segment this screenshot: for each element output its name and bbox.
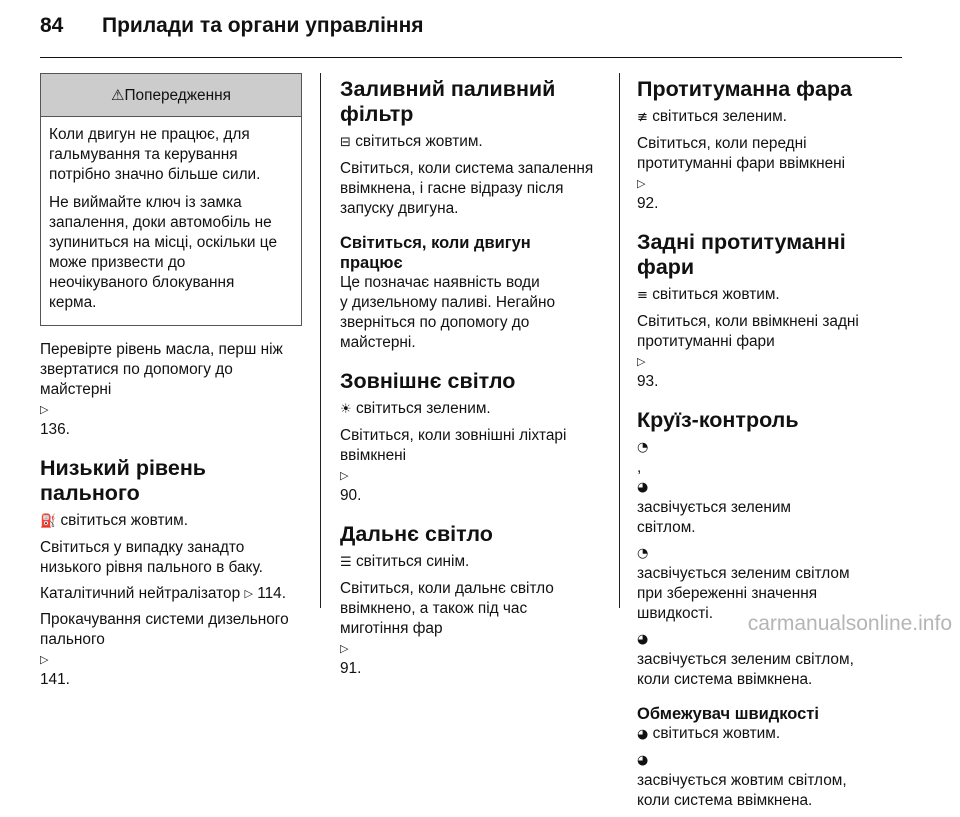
warning-title: Попередження (124, 87, 231, 104)
column-middle (340, 73, 602, 685)
rear-fog-heading: Задні протитуманні фари (637, 230, 846, 279)
warning-box-header (41, 74, 301, 117)
front-fog-paragraph: Світиться, коли передні протитуманні фари ввімкнені ▷ 92. (637, 134, 905, 214)
diesel-bleeding-ref: Прокачування системи дизельного пального ▷ 141. (40, 610, 302, 690)
speed-limiter-paragraph: ◕ засвічується жовтим світлом, коли система ввімкнена. (637, 751, 905, 811)
high-beam-indicator: ☰ світиться синім. (340, 553, 470, 570)
fuel-filter-indicator: ⊟ світиться жовтим. (340, 133, 483, 150)
fuel-filter-icon: ⊟ (340, 135, 351, 150)
cruise-control-icon: ◔ (637, 546, 649, 561)
column-divider (619, 73, 620, 608)
column-left (40, 73, 302, 696)
page-number: 84 (40, 14, 64, 37)
reference-arrow-icon: ▷ (40, 653, 49, 666)
reference-arrow-icon: ▷ (340, 469, 349, 482)
cruise-control-heading: Круїз-контроль (637, 408, 799, 432)
reference-arrow-icon: ▷ (340, 642, 349, 655)
high-beam-heading: Дальнє світло (340, 522, 493, 546)
watermark: carmanualsonline.info (747, 612, 952, 635)
cruise-control-icon: ◕ (637, 480, 649, 495)
low-fuel-heading: Низький рівень пального (40, 456, 207, 505)
catalytic-converter-ref: Каталітичний нейтралізатор ▷ 114. (40, 585, 286, 602)
high-beam-icon: ☰ (340, 555, 352, 570)
reference-arrow-icon: ▷ (40, 403, 49, 416)
cruise-active-paragraph: ◕ засвічується зеленим світлом, коли система ввімкнена. (637, 630, 905, 690)
cruise-control-icon: ◕ (637, 632, 649, 647)
speed-limiter-icon: ◕ (637, 753, 649, 768)
front-fog-icon: ≢ (637, 110, 648, 125)
fuel-filter-paragraph: Світиться, коли система запалення ввімкнена, і гасне відразу після запуску двигуна. (340, 160, 594, 217)
front-fog-heading: Протитуманна фара (637, 77, 853, 101)
header-rule (40, 57, 902, 58)
speed-limiter-heading: Обмежувач швидкості (637, 705, 819, 723)
rear-fog-indicator: ≡ світиться жовтим. (637, 286, 780, 303)
front-fog-indicator: ≢ світиться зеленим. (637, 108, 787, 125)
page-title: Прилади та органи управління (102, 14, 424, 37)
reference-arrow-icon: ▷ (637, 177, 646, 190)
cruise-stored-paragraph: ◔ засвічується зеленим світлом при збереженні значення швидкості. (637, 544, 905, 624)
oil-paragraph: Перевірте рівень масла, перш ніж звертатися по допомогу до майстерні ▷ 136. (40, 340, 302, 440)
low-fuel-paragraph: Світиться у випадку занадто низького рівня пального в баку. (40, 539, 263, 576)
page-header (40, 14, 424, 38)
speed-limiter-indicator: ◕ світиться жовтим. (637, 725, 781, 742)
reference-arrow-icon: ▷ (244, 587, 253, 600)
exterior-light-heading: Зовнішнє світло (340, 369, 516, 393)
column-divider (320, 73, 321, 608)
warning-triangle-icon: ⚠ (111, 86, 125, 104)
cruise-indicator: ◔ , ◕ засвічується зеленим світлом. (637, 438, 905, 538)
rear-fog-icon: ≡ (637, 288, 648, 303)
warning-paragraph: Не виймайте ключ із замка запалення, доки автомобіль не зупиниться на місці, оскільки це може призвести до неочікуваного блокування керма. (49, 194, 278, 311)
column-right (637, 73, 905, 817)
engine-running-heading: Світиться, коли двигун працює (340, 234, 531, 272)
exterior-light-indicator: ☀ світиться зеленим. (340, 400, 491, 417)
warning-box (40, 73, 302, 326)
warning-paragraph: Коли двигун не працює, для гальмування та керування потрібно значно більше сили. (49, 126, 261, 183)
rear-fog-paragraph: Світиться, коли ввімкнені задні протитуманні фари ▷ 93. (637, 312, 905, 392)
fuel-pump-icon: ⛽ (40, 514, 57, 529)
exterior-light-paragraph: Світиться, коли зовнішні ліхтарі ввімкнені ▷ 90. (340, 426, 602, 506)
low-fuel-indicator: ⛽ світиться жовтим. (40, 512, 188, 529)
exterior-light-icon: ☀ (340, 402, 352, 417)
speed-limiter-icon: ◕ (637, 727, 649, 742)
high-beam-paragraph: Світиться, коли дальнє світло ввімкнено, а також під час миготіння фар ▷ 91. (340, 579, 602, 679)
reference-arrow-icon: ▷ (637, 355, 646, 368)
fuel-filter-heading: Заливний паливний фільтр (340, 77, 556, 126)
cruise-control-icon: ◔ (637, 440, 649, 455)
engine-running-paragraph: Це позначає наявність води у дизельному паливі. Негайно зверніться по допомогу до майстерні. (340, 274, 556, 351)
